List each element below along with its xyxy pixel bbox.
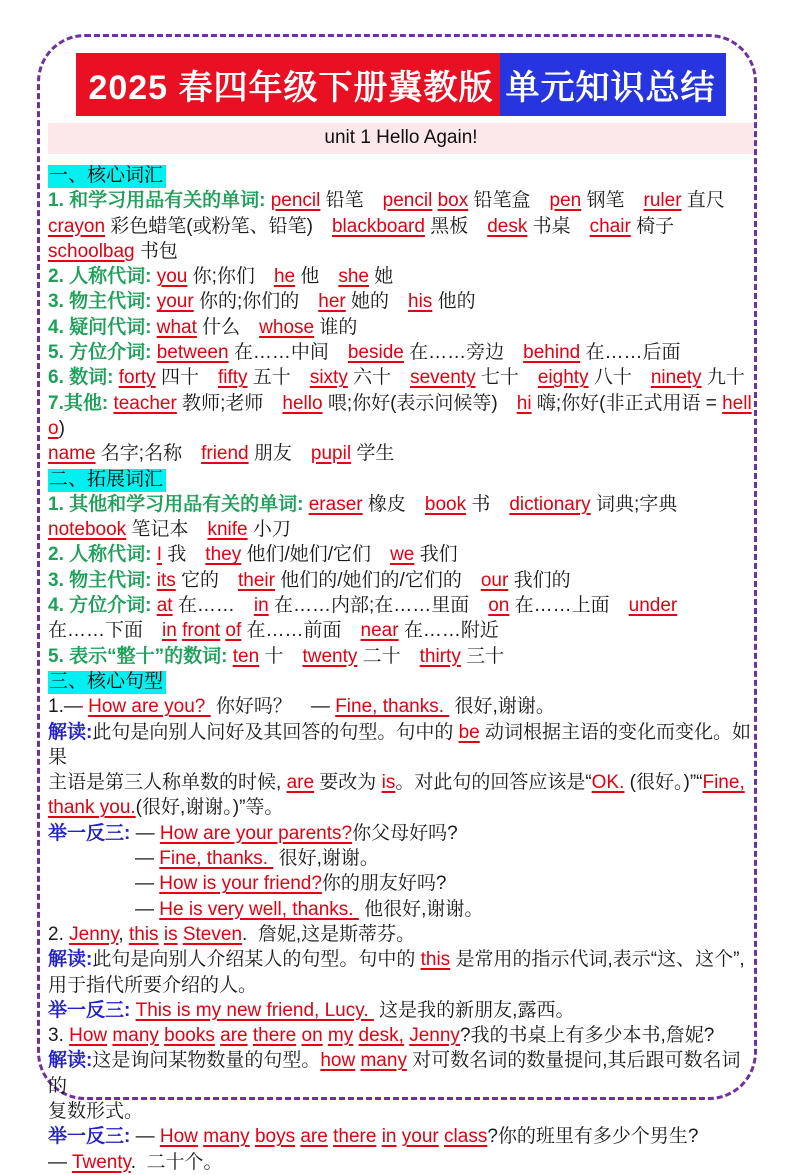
vocab-line: 3. 物主代词: your 你的;你们的 her 她的 his 他的 <box>48 291 476 313</box>
example-line: — Fine, thanks. 很好,谢谢。 <box>135 848 379 870</box>
explain-line: 复数形式。 <box>48 1100 144 1122</box>
title-part-red: 2025 春四年级下册冀教版 <box>76 53 499 116</box>
document-title <box>48 53 754 116</box>
section-header-core-sentences: 三、核心句型 <box>48 669 754 694</box>
vocab-line: schoolbag 书包 <box>48 240 178 262</box>
vocab-line: 5. 表示“整十”的数词: ten 十 twenty 二十 thirty 三十 <box>48 645 505 667</box>
sentence-line: 3. How many books are there on my desk, Jenny?我的书桌上有多少本书,詹妮? <box>48 1025 715 1047</box>
vocab-line: name 名字;名称 friend 朋友 pupil 学生 <box>48 443 395 465</box>
section-header-extended-vocab: 二、拓展词汇 <box>48 467 754 492</box>
example-line: — He is very well, thanks. 他很好,谢谢。 <box>135 898 484 920</box>
explain-line: 主语是第三人称单数的时候, are 要改为 is。对此句的回答应该是“OK. (很好。)”“Fine, <box>48 772 745 794</box>
vocab-line: crayon 彩色蜡笔(或粉笔、铅笔) blackboard 黑板 desk 书桌 chair 椅子 <box>48 215 675 237</box>
title-part-blue: 单元知识总结 <box>500 53 726 116</box>
vocab-line: 6. 数词: forty 四十 fifty 五十 sixty 六十 seventy 七十 eighty 八十 ninety 九十 <box>48 367 745 389</box>
explain-line: 解读:此句是向别人问好及其回答的句型。句中的 be 动词根据主语的变化而变化。如果 <box>48 721 752 768</box>
example-line: 举一反三: This is my new friend, Lucy. 这是我的新朋友,露西。 <box>48 999 575 1021</box>
vocab-line: 2. 人称代词: I 我 they 他们/她们/它们 we 我们 <box>48 544 458 566</box>
unit-subtitle: unit 1 Hello Again! <box>48 123 754 154</box>
vocab-line: 1. 和学习用品有关的单词: pencil 铅笔 pencil box 铅笔盒 pen 钢笔 ruler 直尺 <box>48 190 725 212</box>
vocab-line: 3. 物主代词: its 它的 their 他们的/她们的/它们的 our 我们的 <box>48 569 571 591</box>
section-header-core-vocab: 一、核心词汇 <box>48 163 754 188</box>
vocab-line: 1. 其他和学习用品有关的单词: eraser 橡皮 book 书 dictionary 词典;字典 <box>48 493 678 515</box>
vocab-line: 7.其他: teacher 教师;老师 hello 喂;你好(表示问候等) hi 嗨;你好(非正式用语 = hello) <box>48 392 752 439</box>
example-line: 举一反三: — How are your parents?你父母好吗? <box>48 822 458 844</box>
vocab-line: 4. 方位介词: at 在…… in 在……内部;在……里面 on 在……上面 under <box>48 595 678 617</box>
document-content <box>48 53 754 1175</box>
vocab-line: 4. 疑问代词: what 什么 whose 谁的 <box>48 316 358 338</box>
vocab-line: notebook 笔记本 knife 小刀 <box>48 519 291 541</box>
content-lines <box>48 163 754 1175</box>
example-line: 举一反三: — How many boys are there in your class?你的班里有多少个男生? <box>48 1126 699 1148</box>
explain-line: 解读:这是询问某物数量的句型。how many 对可数名词的数量提问,其后跟可数名词的 <box>48 1050 741 1097</box>
explain-line: thank you.(很好,谢谢。)”等。 <box>48 797 284 819</box>
explain-line: 用于指代所要介绍的人。 <box>48 974 258 996</box>
vocab-line: 5. 方位介词: between 在……中间 beside 在……旁边 behind 在……后面 <box>48 342 681 364</box>
example-line: — How is your friend?你的朋友好吗? <box>135 873 447 895</box>
sentence-line: 2. Jenny, this is Steven. 詹妮,这是斯蒂芬。 <box>48 923 416 945</box>
example-line: — Twenty. 二十个。 <box>48 1151 223 1173</box>
vocab-line: 2. 人称代词: you 你;你们 he 他 she 她 <box>48 266 394 288</box>
sentence-line: 1.— How are you? 你好吗？ — Fine, thanks. 很好,谢谢。 <box>48 696 555 718</box>
explain-line: 解读:此句是向别人介绍某人的句型。句中的 this 是常用的指示代词,表示“这、这个”, <box>48 949 745 971</box>
vocab-line: 在……下面 in front of 在……前面 near 在……附近 <box>48 620 499 642</box>
